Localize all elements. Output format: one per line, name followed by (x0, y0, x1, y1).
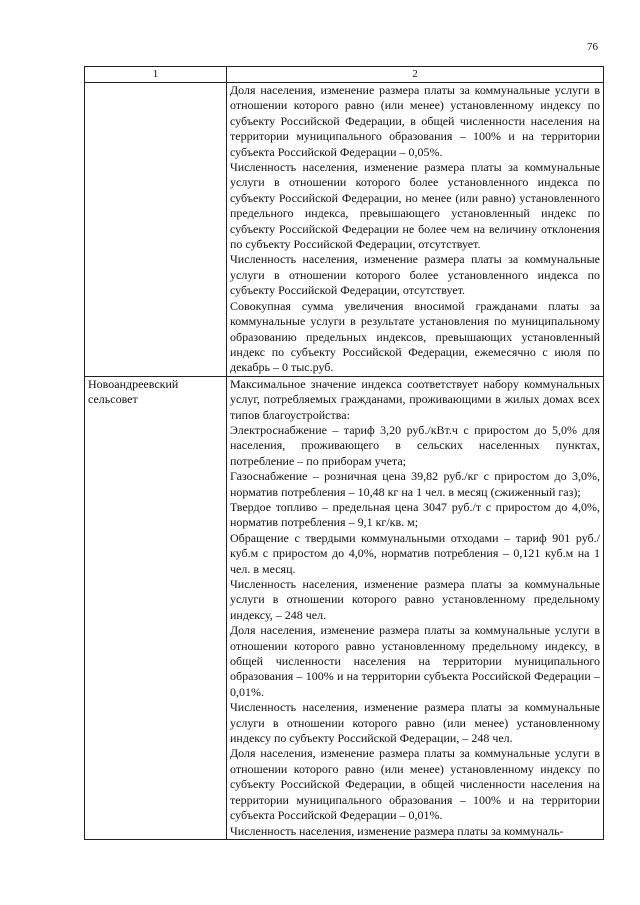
paragraph: Электроснабжение – тариф 3,20 руб./кВт.ч с приростом до 5,0% для населения, проживающего в сельских населенных пунктах, потребление – по приборам учета; (230, 422, 600, 468)
content-cell (227, 83, 604, 377)
region-name: Новоандреевский сельсовет (88, 376, 179, 407)
paragraph: Газоснабжение – розничная цена 39,82 руб./кг с приростом до 3,0%, норматив потребления – 10,48 кг на 1 чел. в месяц (сжиженный газ); (230, 469, 600, 499)
content-cell (227, 376, 604, 839)
paragraph: Численность населения, изменение размера платы за коммунальные услуги в отношении которого равно установленному предельному индексу, – 248 чел. (230, 577, 600, 622)
paragraph: Численность населения, изменение размера платы за коммуналь- (230, 823, 564, 838)
paragraph: Численность населения, изменение размера платы за коммунальные услуги в отношении которого более установленного индекса по субъекту Российской Федерации, отсутствует. (230, 252, 600, 298)
paragraph: Твердое топливо – предельная цена 3047 руб./т с приростом до 4,0%, норматив потребления – 9,1 кг/кв. м; (230, 499, 600, 530)
paragraph: Численность населения, изменение размера платы за коммунальные услуги в отношении которого более установленного индекса по субъекту Российской Федерации, но менее (или равно) установленного предельного индекса, превышающего установленный индекс по субъекту Российской Федерации не более чем на величину отклонения по субъекту Российской Федерации, отсутствует. (230, 160, 600, 252)
region-cell (85, 376, 227, 839)
paragraph: Доля населения, изменение размера платы за коммунальные услуги в отношении которого равно (или менее) установленному индексу по субъекту Российской Федерации, в общей численности населения на территории муниципального образования – 100% и на территории субъекта Российской Федерации – 0,05%. (230, 83, 600, 159)
table-row (85, 83, 604, 377)
paragraph: Доля населения, изменение размера платы за коммунальные услуги в отношении которого равно (или менее) установленному индексу по субъекту Российской Федерации, в общей численности населения на территории муниципального образования – 100% и на территории субъекта Российской Федерации – 0,01%. (230, 746, 600, 823)
paragraph: Доля населения, изменение размера платы за коммунальные услуги в отношении которого равно установленному предельному индексу, в общей численности населения на территории муниципального образования – 100% и на территории субъекта Российской Федерации – 0,01%. (230, 623, 600, 699)
header-col-2: 2 (227, 67, 604, 83)
table-header-row (85, 67, 604, 83)
paragraph: Максимальное значение индекса соответствует набору коммунальных услуг, потребляемых гражданами, проживающими в жилых домах всех типов благоустройства: (230, 376, 600, 422)
paragraph: Численность населения, изменение размера платы за коммунальные услуги в отношении которого равно (или менее) установленному индексу по субъекту Российской Федерации, – 248 чел. (230, 700, 600, 746)
region-cell (85, 83, 227, 377)
paragraph: Обращение с твердыми коммунальными отходами – тариф 901 руб./куб.м с приростом до 4,0%, норматив потребления – 0,121 куб.м на 1 чел. в месяц. (230, 530, 600, 576)
table-row (85, 376, 604, 839)
paragraph: Совокупная сумма увеличения вносимой гражданами платы за коммунальные услуги в результате установления по муниципальному образованию предельных индексов, превышающих установленный индекс по субъекту Российской Федерации, ежемесячно с июля по декабрь – 0 тыс.руб. (230, 298, 600, 375)
page-number: 76 (587, 41, 598, 53)
document-table (84, 66, 604, 840)
header-col-1: 1 (85, 67, 227, 83)
